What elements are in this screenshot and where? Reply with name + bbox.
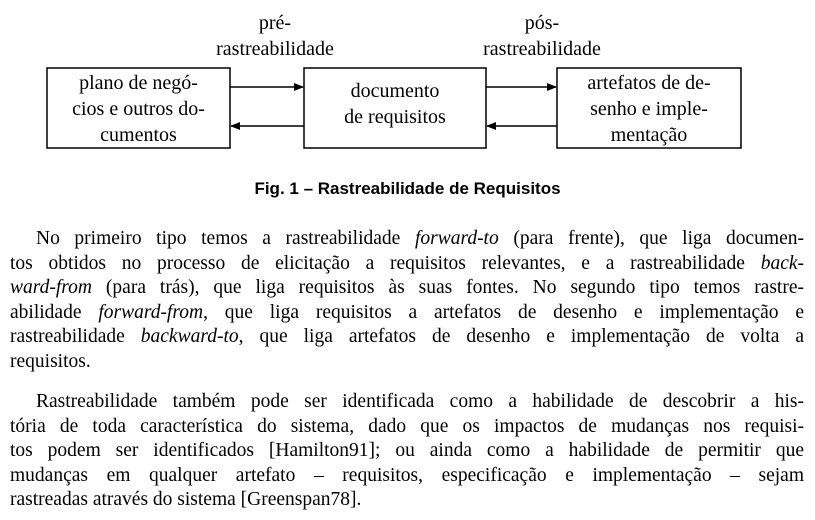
box-middle-text	[304, 78, 486, 130]
box-left-line2: cios e outros do-	[72, 98, 205, 120]
p1-line-4	[10, 301, 804, 326]
pre-traceability-label	[195, 10, 355, 62]
p1-l4-text-b: , que liga requisitos a artefatos de desenho e implementação e	[203, 301, 805, 323]
post-traceability-label	[462, 10, 622, 62]
p1-l5-italic: backward-to	[140, 326, 239, 348]
p1-line-5	[10, 325, 804, 350]
p1-line-1	[10, 227, 804, 252]
p1-l6-text-a: requisitos.	[10, 350, 91, 372]
p2-line-1: Rastreabilidade também pode ser identificada como a habilidade de descobrir a his-	[36, 391, 804, 412]
pos-label-line1: pós-	[524, 12, 560, 34]
figure-caption: Fig. 1 – Rastreabilidade de Requisitos	[254, 179, 561, 198]
p1-l4-italic: forward-from	[98, 301, 204, 323]
p1-l3-text-b: (para trás), que liga requisitos às suas fontes. No segundo tipo temos rastre-	[91, 277, 804, 299]
traceability-diagram	[0, 0, 815, 160]
p1-line-3	[10, 276, 804, 301]
box-right-line3: mentação	[610, 124, 688, 146]
box-left-text	[47, 70, 230, 148]
box-right-line1: artefatos de de-	[587, 72, 711, 94]
p1-l2-text-a: tos obtidos no processo de elicitação a requisitos relevantes, e a rastreabilidade	[10, 252, 761, 274]
p1-l1-italic: forward-to	[414, 228, 499, 249]
p1-l4-text-a: abilidade	[10, 301, 99, 323]
p1-l5-text-a: rastreabilidade	[10, 326, 141, 348]
p2-line-2: tória de toda característica do sistema, dado que os impactos de mudanças nos requisi-	[10, 415, 804, 437]
p1-line-2	[10, 252, 804, 277]
p1-line-6	[10, 350, 804, 375]
box-left-line3: cumentos	[100, 124, 177, 146]
paragraph-1	[10, 227, 804, 375]
p1-l1-text-b: (para frente), que liga documen-	[498, 228, 804, 249]
box-middle-line1: documento	[350, 80, 440, 102]
p2-line-4: mudanças em qualquer artefato – requisitos, especificação e implementação – sejam	[10, 464, 804, 486]
p1-l1-text-a: No primeiro tipo temos a rastreabilidade	[36, 228, 415, 249]
p1-l2-italic: back-	[760, 252, 804, 274]
box-left-line1: plano de negó-	[79, 72, 198, 94]
p1-l3-italic: ward-from	[10, 277, 92, 299]
paragraph-2	[10, 390, 804, 513]
pos-label-line2: rastreabilidade	[483, 38, 601, 60]
box-right-text	[557, 70, 741, 148]
box-right-line2: senho e imple-	[590, 98, 708, 120]
p2-line-5: rastreadas através do sistema [Greenspan78].	[10, 489, 362, 511]
p1-l5-text-b: , que liga artefatos de desenho e implementação de volta a	[238, 326, 804, 348]
box-middle-line2: de requisitos	[344, 106, 446, 128]
pre-label-line1: pré-	[258, 12, 292, 34]
p2-line-3: tos podem ser identificados [Hamilton91]; ou ainda como a habilidade de permitir que	[10, 440, 804, 462]
pre-label-line2: rastreabilidade	[216, 38, 334, 60]
